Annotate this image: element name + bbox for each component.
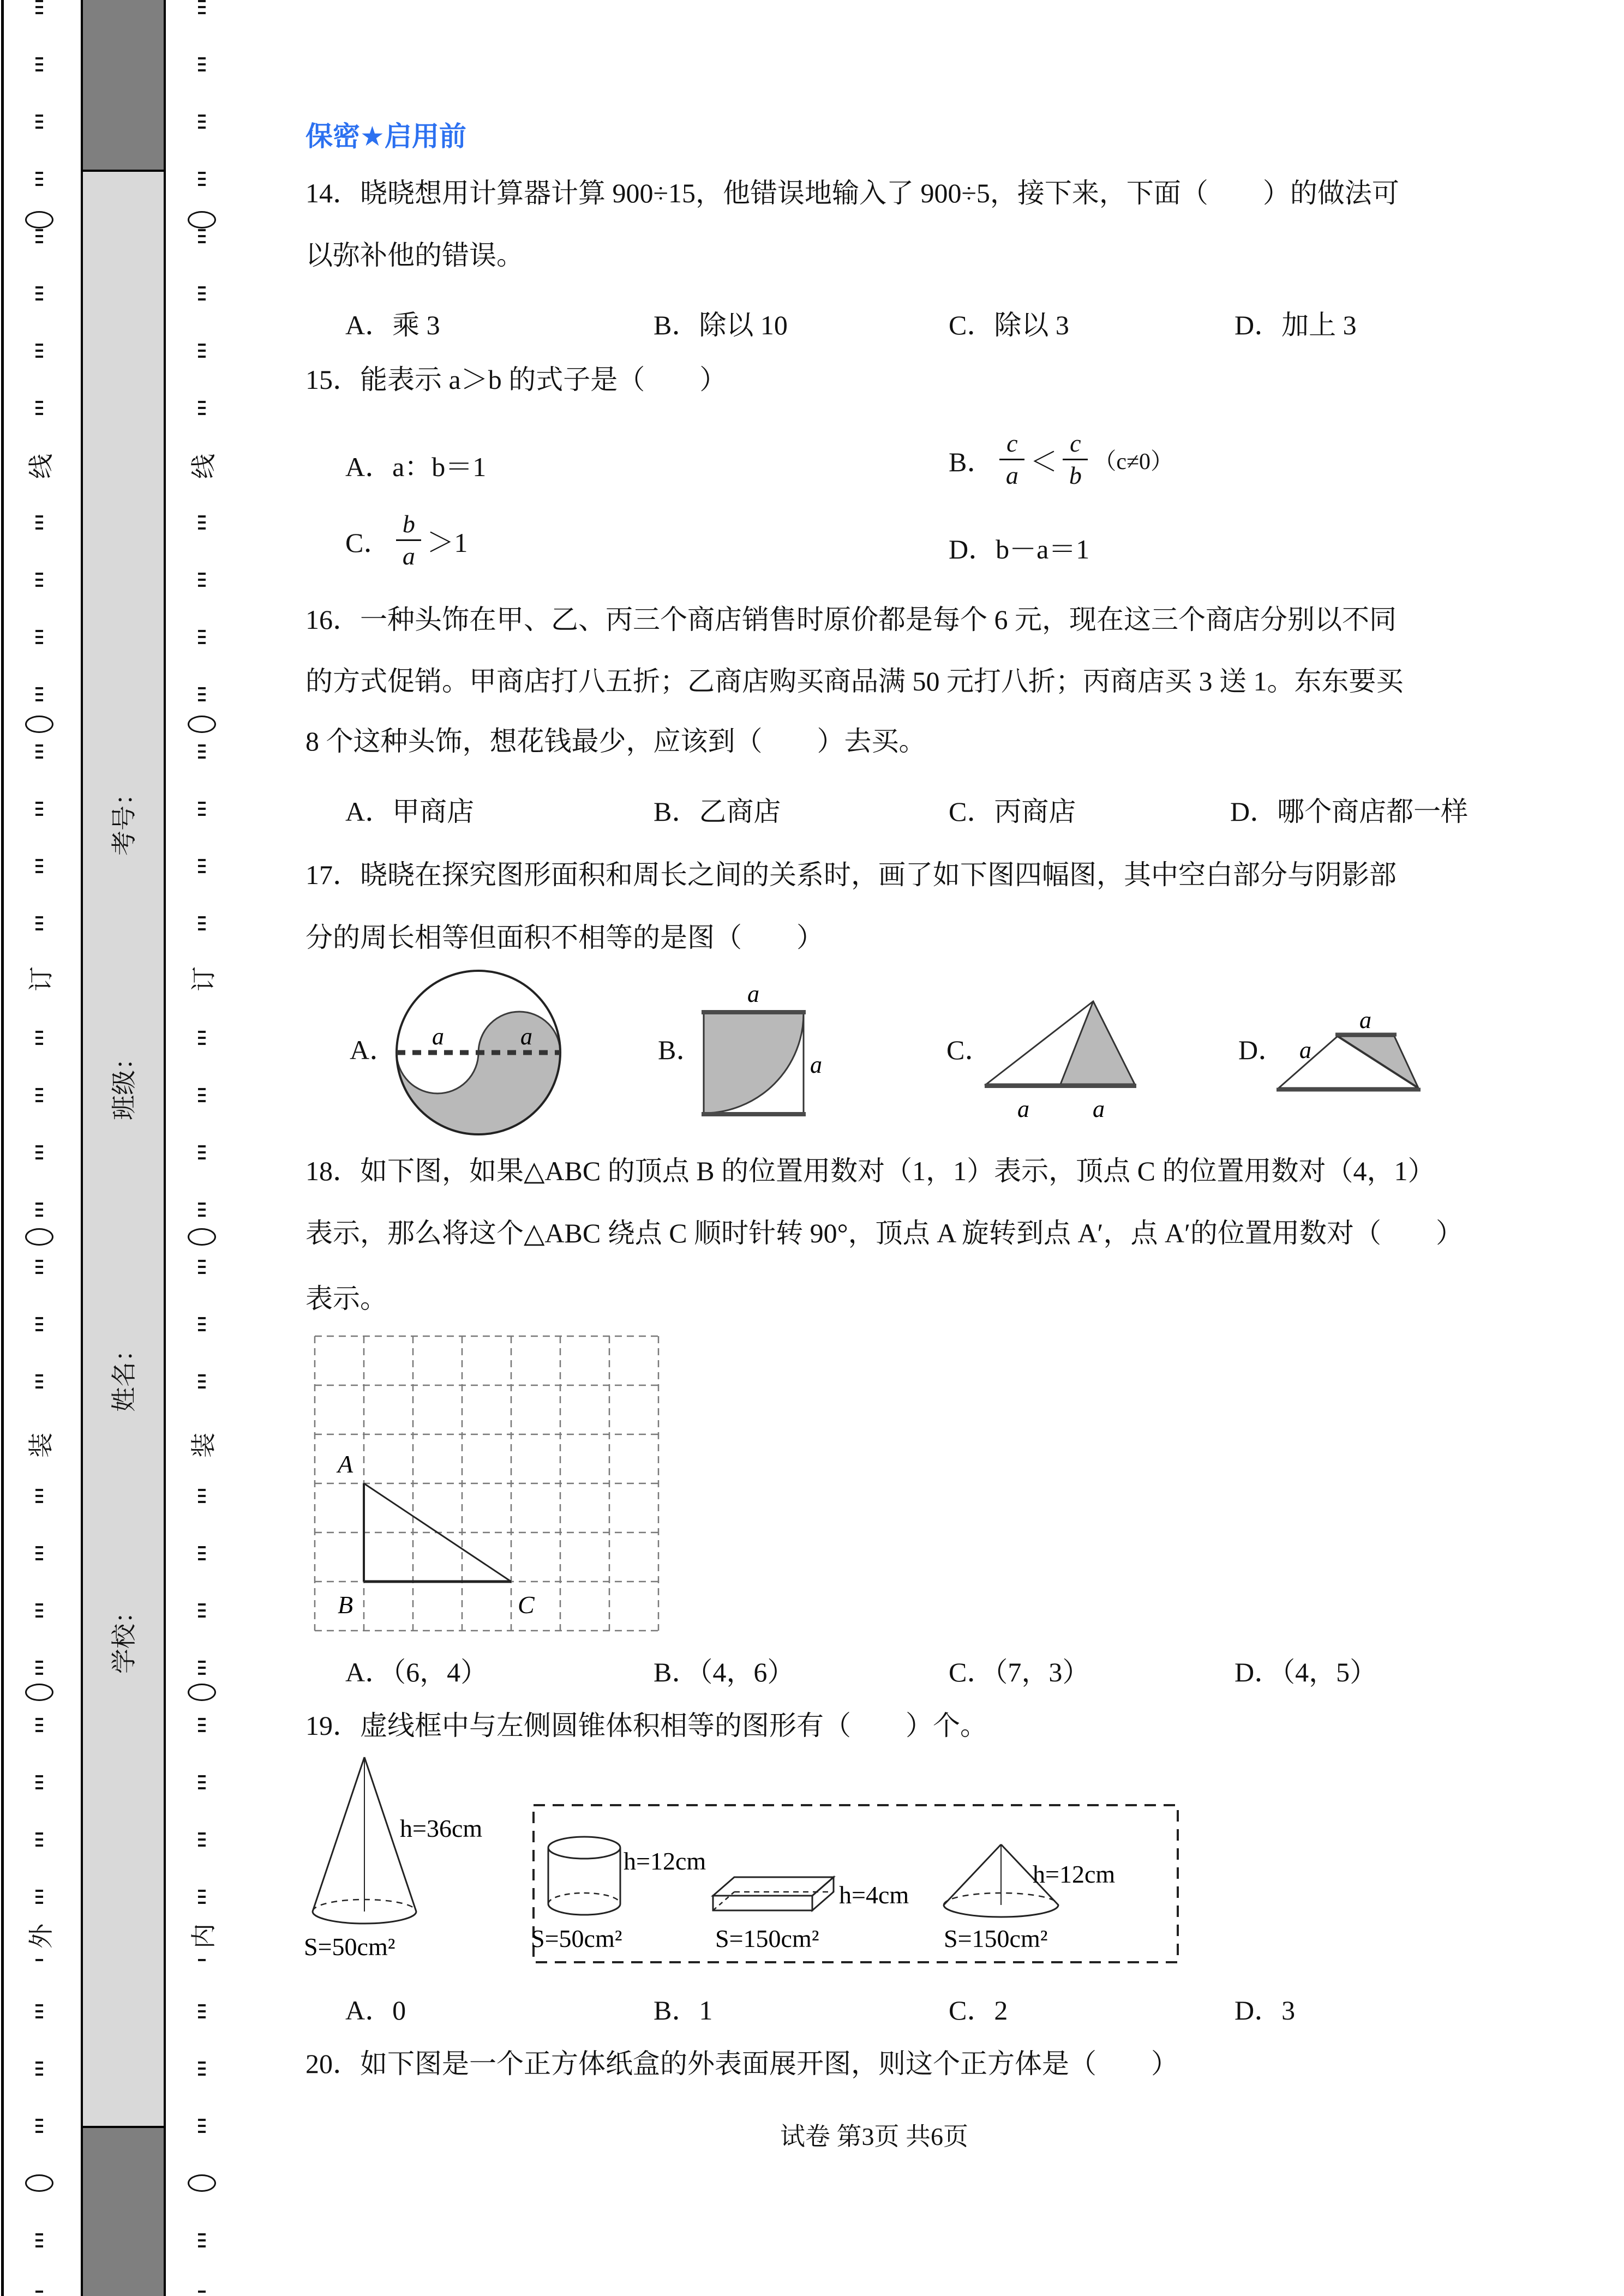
- binding-circle: [188, 716, 216, 733]
- q14-option-b: B．除以 10: [654, 310, 788, 340]
- binding-circle: [25, 2174, 53, 2192]
- cuboid-height-label: h=4cm: [839, 1881, 909, 1909]
- vertex-c-label: C: [518, 1591, 535, 1619]
- cylinder: [531, 1837, 706, 1952]
- q18-option-c: C．（7，3）: [949, 1657, 1090, 1687]
- q19-option-a: A．0: [345, 1995, 406, 2025]
- binding-circle: [188, 1684, 216, 1701]
- q18-line-2: 表示，那么将这个△ABC 绕点 C 顺时针转 90°，顶点 A 旋转到点 A′，点 A′的位置用数对（ ）: [305, 1218, 1464, 1248]
- q17-fig-label-b: B．: [658, 1035, 704, 1065]
- q14-option-a: A．乘 3: [345, 310, 440, 340]
- q18-option-d: D．（4，5）: [1235, 1657, 1377, 1687]
- q19-option-d: D．3: [1235, 1995, 1296, 2025]
- binding-line-outer: [27, 0, 55, 2296]
- q17-figure-d-trapezoid: [1271, 1006, 1435, 1099]
- vertex-a-label: A: [338, 1450, 353, 1478]
- q14-line-2: 以弥补他的错误。: [305, 240, 524, 271]
- q14-option-d: D．加上 3: [1235, 310, 1357, 340]
- binding-char-nei: 内: [187, 1914, 217, 1958]
- q19-option-c: C．2: [949, 1995, 1008, 2025]
- binding-circle: [188, 211, 216, 229]
- label-a-top: a: [1359, 1007, 1371, 1033]
- q17-fig-label-d: D．: [1238, 1035, 1286, 1065]
- binding-circle: [188, 1228, 216, 1246]
- q15-option-a: A．a：b＝1: [345, 452, 487, 482]
- q18-option-b: B．（4，6）: [654, 1657, 795, 1687]
- q17-fig-label-c: C．: [946, 1035, 992, 1065]
- field-exam-number: 考号：: [110, 780, 138, 856]
- q17-fig-label-a: A．: [350, 1035, 397, 1065]
- binding-char-ding: 订: [24, 957, 55, 1001]
- q17-figure-b-square: [693, 979, 840, 1121]
- q19-stem: 19．虚线框中与左侧圆锥体积相等的图形有（ ）个。: [305, 1710, 987, 1741]
- binding-char-xian: 线: [24, 444, 55, 488]
- page-edge-line: [1, 0, 4, 2296]
- cylinder-area-label: S=50cm²: [531, 1925, 622, 1952]
- q16-line-2: 的方式促销。甲商店打八五折；乙商店购买商品满 50 元打八折；丙商店买 3 送 1。东东要买: [305, 666, 1404, 696]
- cone-left-area-label: S=50cm²: [304, 1933, 395, 1961]
- q16-option-b: B．乙商店: [654, 796, 781, 827]
- label-a-top: a: [747, 981, 759, 1007]
- q16-option-a: A．甲商店: [345, 796, 475, 827]
- binding-char-ding: 订: [187, 957, 217, 1001]
- q15-option-b-note: （c≠0）: [1093, 449, 1174, 474]
- binding-circle: [25, 716, 53, 733]
- binding-circle: [25, 1228, 53, 1246]
- cone-left: [304, 1757, 482, 1961]
- q17-line-1: 17．晓晓在探究图形面积和周长之间的关系时，画了如下图四幅图，其中空白部分与阴影部: [305, 860, 1397, 890]
- q17-figure-a-yinyang: [394, 966, 563, 1139]
- q15-option-d: D．b－a＝1: [949, 534, 1090, 564]
- label-a-left: a: [432, 1023, 444, 1050]
- label-a-right: a: [1093, 1096, 1105, 1122]
- q15-option-b: [949, 420, 1173, 499]
- q14-line-1: 14．晓晓想用计算器计算 900÷15，他错误地输入了 900÷5，接下来，下面（ ）的做法可: [305, 178, 1399, 208]
- page-footer: 试卷 第3页 共6页: [780, 2123, 968, 2150]
- cuboid: [713, 1877, 909, 1952]
- strip-dark-bottom: [83, 2126, 164, 2296]
- student-info-strip: [81, 0, 166, 2296]
- cone-right-area-label: S=150cm²: [944, 1925, 1048, 1952]
- binding-char-zhuang: 装: [187, 1423, 217, 1467]
- q16-line-3: 8 个这种头饰，想花钱最少，应该到（ ）去买。: [305, 726, 926, 756]
- field-class: 班级：: [110, 1045, 138, 1120]
- q16-option-c: C．丙商店: [949, 796, 1076, 827]
- cone-right-height-label: h=12cm: [1033, 1860, 1116, 1888]
- q15-option-b-label: B．: [949, 446, 994, 477]
- binding-char-xian: 线: [187, 444, 217, 488]
- q15-stem: 15．能表示 a＞b 的式子是（ ）: [305, 364, 727, 395]
- q15-option-c-label: C．: [345, 527, 391, 558]
- label-a-right: a: [520, 1023, 532, 1050]
- fraction-c-over-a: $\frac{c}{a}$: [999, 430, 1024, 489]
- fraction-b-over-a: $\frac{b}{a}$: [396, 510, 421, 570]
- q17-figure-c-triangle: [979, 993, 1143, 1129]
- fraction-c-over-b: $\frac{c}{b}$: [1063, 430, 1088, 489]
- binding-char-zhuang: 装: [24, 1423, 55, 1467]
- less-than-sign: ＜: [1030, 446, 1058, 477]
- q14-option-c: C．除以 3: [949, 310, 1069, 340]
- q19-figures: [297, 1745, 1203, 1974]
- q19-option-b: B．1: [654, 1995, 713, 2025]
- cone-left-height-label: h=36cm: [400, 1814, 483, 1842]
- q20-line-1: 20．如下图是一个正方体纸盒的外表面展开图，则这个正方体是（ ）: [305, 2048, 1178, 2079]
- q18-grid-figure: [315, 1336, 664, 1636]
- binding-circle: [25, 211, 53, 229]
- binding-circle: [25, 1684, 53, 1701]
- q18-line-1: 18．如下图，如果△ABC 的顶点 B 的位置用数对（1，1）表示，顶点 C 的位置用数对（4，1）: [305, 1156, 1435, 1186]
- label-a-right: a: [810, 1051, 822, 1078]
- cylinder-height-label: h=12cm: [624, 1847, 706, 1875]
- secret-header: 保密★启用前: [305, 121, 466, 152]
- strip-dark-top: [83, 0, 164, 172]
- vertex-b-label: B: [338, 1591, 353, 1619]
- label-a-side: a: [1299, 1037, 1311, 1063]
- binding-char-wai: 外: [24, 1914, 55, 1958]
- q15-option-c: [345, 501, 468, 580]
- q18-option-a: A．（6，4）: [345, 1657, 488, 1687]
- q18-line-3: 表示。: [305, 1283, 387, 1314]
- binding-circle: [188, 2174, 216, 2192]
- q16-line-1: 16．一种头饰在甲、乙、丙三个商店销售时原价都是每个 6 元，现在这三个商店分别以不同: [305, 604, 1397, 635]
- binding-line-inner: [190, 0, 218, 2296]
- greater-than-one: ＞1: [427, 527, 468, 558]
- field-name: 姓名：: [110, 1337, 138, 1412]
- label-a-left: a: [1017, 1096, 1029, 1122]
- cone-right: [944, 1844, 1115, 1952]
- q16-option-d: D．哪个商店都一样: [1230, 796, 1469, 827]
- q17-line-2: 分的周长相等但面积不相等的是图（ ）: [305, 922, 824, 953]
- cuboid-area-label: S=150cm²: [715, 1925, 819, 1952]
- field-school: 学校：: [110, 1598, 138, 1674]
